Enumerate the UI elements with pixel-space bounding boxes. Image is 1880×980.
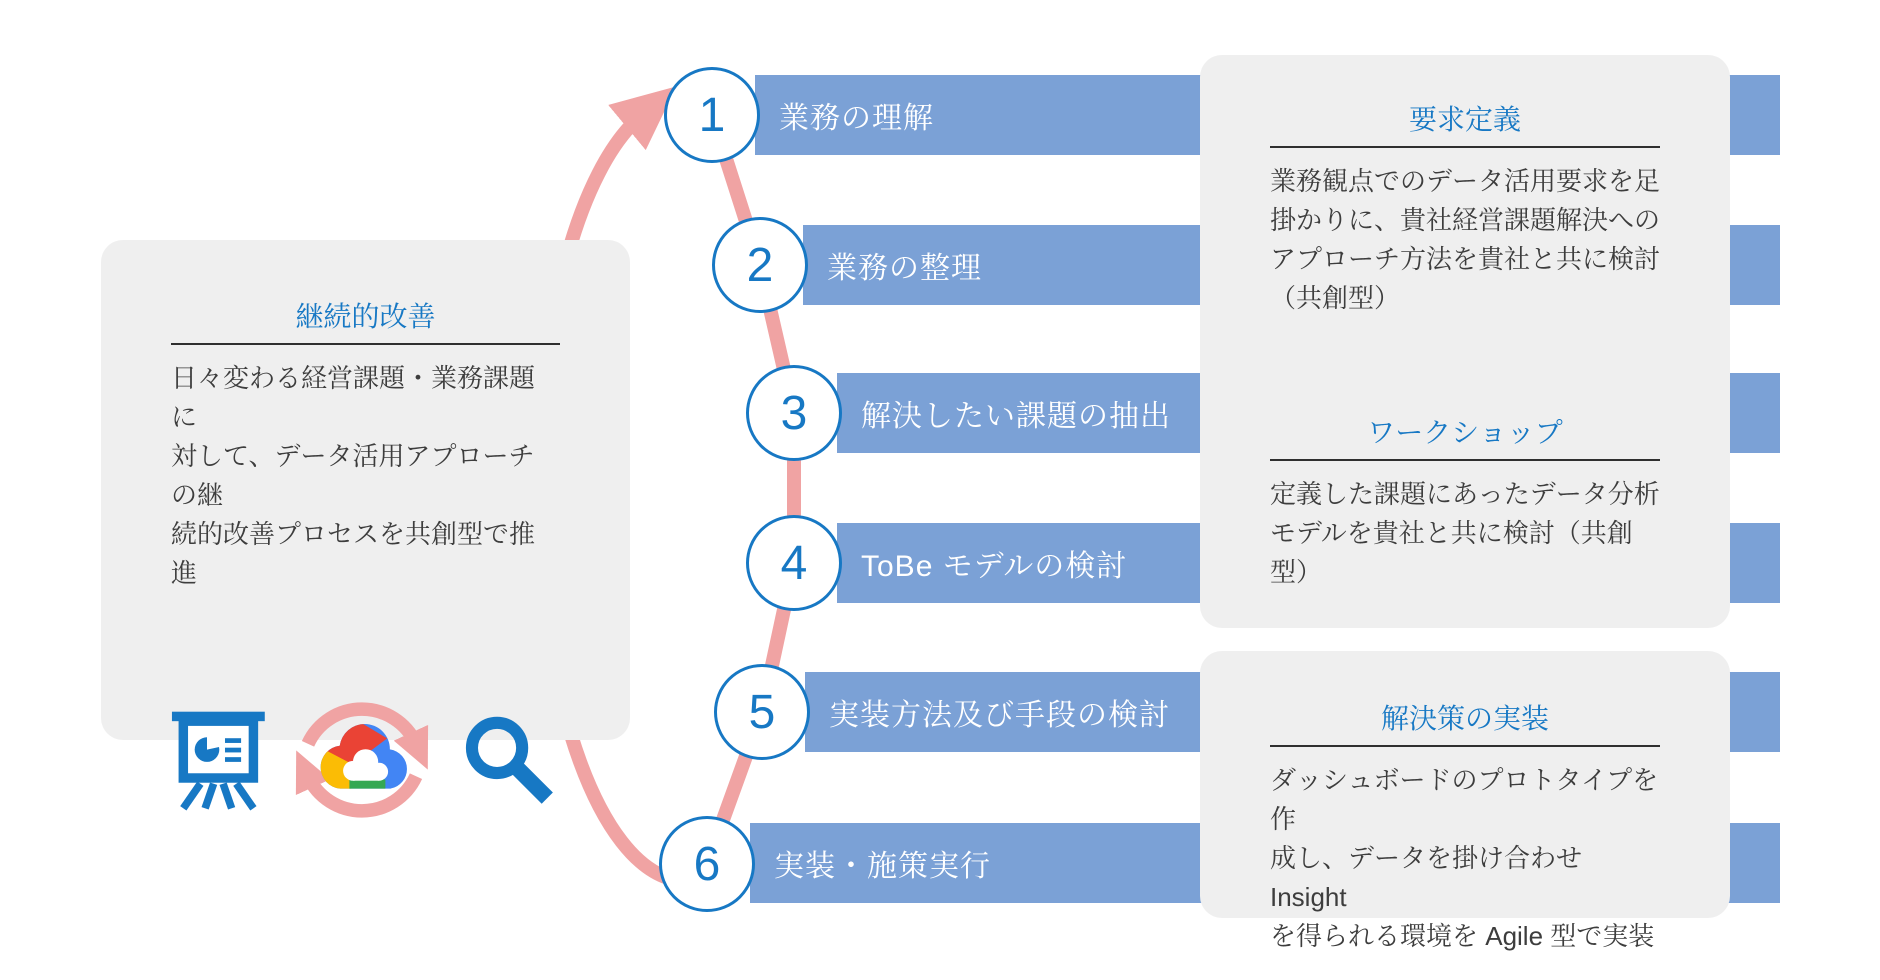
section-body: 業務観点でのデータ活用要求を足 掛かりに、貴社経営課題解決への アプローチ方法を貴社と共に検討 （共創型）	[1270, 166, 1661, 313]
step-number: 4	[780, 536, 808, 590]
title-underline	[171, 343, 560, 345]
requirements-section	[1270, 100, 1660, 318]
requirements-workshop-panel	[1200, 55, 1730, 628]
step-label: 実装方法及び手段の検討	[829, 699, 1170, 732]
step-label: 業務の理解	[779, 102, 934, 135]
section-body: 定義した課題にあったデータ分析 モデルを貴社と共に検討（共創型）	[1270, 479, 1660, 587]
title-underline	[1270, 745, 1660, 747]
section-title: 解決策の実装	[1380, 703, 1549, 734]
sync-google-cloud-icon	[272, 665, 452, 855]
workshop-section	[1270, 413, 1660, 592]
solution-implementation-panel	[1200, 651, 1730, 951]
section-title: 要求定義	[1408, 104, 1521, 135]
step-number: 5	[748, 685, 776, 739]
panel-body: 日々変わる経営課題・業務課題に 対して、データ活用アプローチの継 続的改善プロセスを共創型で推進	[171, 363, 536, 588]
search-icon	[458, 706, 560, 814]
continuous-improvement-panel	[101, 240, 630, 740]
step-number: 1	[698, 88, 726, 142]
step-label: 解決したい課題の抽出	[861, 400, 1171, 433]
presentation-chart-icon	[171, 704, 266, 816]
title-underline	[1270, 146, 1660, 148]
step-number: 6	[693, 837, 721, 891]
step-circle-3	[746, 365, 842, 461]
step-circle-6	[659, 816, 755, 912]
section-title: ワークショップ	[1367, 417, 1563, 448]
title-underline	[1270, 459, 1660, 461]
step-circle-1	[664, 67, 760, 163]
step-label: 実装・施策実行	[774, 850, 991, 883]
section-body: ダッシュボードのプロトタイプを作 成し、データを掛け合わせ Insight を得られる環境を Agile 型で実装	[1270, 765, 1659, 951]
panel-title: 継続的改善	[295, 301, 436, 332]
icon-row	[171, 665, 560, 855]
step-circle-2	[712, 217, 808, 313]
step-label: 業務の整理	[827, 252, 982, 285]
step-number: 3	[780, 386, 808, 440]
step-circle-4	[746, 515, 842, 611]
step-label: ToBe モデルの検討	[861, 550, 1128, 583]
step-circle-5	[714, 664, 810, 760]
step-number: 2	[746, 238, 774, 292]
